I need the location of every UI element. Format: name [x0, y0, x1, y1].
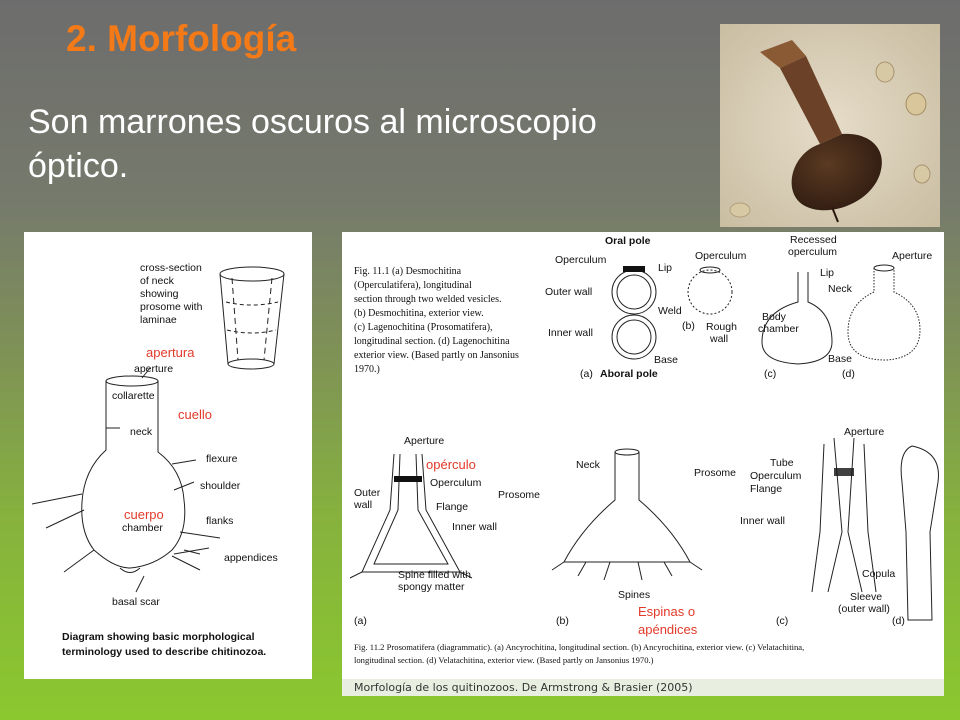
panel-c-label: (c)	[764, 368, 777, 380]
rough-wall-label: wall	[710, 333, 729, 345]
operculum-label: Operculum	[695, 250, 747, 262]
fig-11-1-caption	[354, 266, 519, 375]
aboral-pole-label: Aboral pole	[600, 368, 658, 380]
aperture-label: Aperture	[892, 250, 933, 262]
neck-label: Neck	[828, 283, 852, 295]
svg-text:(Operculatifera), longitudinal: (Operculatifera), longitudinal	[354, 280, 472, 291]
right-figure-panel	[342, 232, 944, 679]
operculum-label: Operculum	[430, 477, 482, 489]
panel-a-label: (a)	[580, 368, 593, 380]
panel-d-label: (d)	[892, 615, 905, 627]
tube-label: Tube	[770, 457, 794, 469]
espinas-spanish-label: Espinas o	[638, 604, 696, 619]
aperture-label: Aperture	[404, 435, 445, 447]
flanks-label: flanks	[206, 515, 234, 527]
left-figure-panel	[24, 232, 312, 679]
svg-text:Fig. 11.1 (a) Desmochitina: Fig. 11.1 (a) Desmochitina	[354, 266, 462, 277]
fig-11-2-caption: longitudinal section. (d) Velatachitina, exterior view. (Based partly on Jansonius 1970.)	[354, 655, 654, 665]
diagram-caption: terminology used to describe chitinozoa.	[62, 646, 267, 658]
chamber-label: chamber	[122, 522, 163, 534]
ancyrochitina-exterior-drawing	[552, 449, 702, 580]
chitinozoan-figures-11-1-11-2	[342, 232, 944, 679]
oral-pole-label: Oral pole	[605, 235, 651, 247]
outer-wall-label: Outer	[354, 487, 381, 499]
chitinozoan-terminology-diagram	[24, 232, 312, 679]
apertura-spanish-label: apertura	[146, 345, 195, 360]
panel-b-label: (b)	[556, 615, 569, 627]
svg-text:(b) Desmochitina, exterior vie: (b) Desmochitina, exterior view.	[354, 308, 484, 319]
neck-label: Neck	[576, 459, 600, 471]
panel-a-label: (a)	[354, 615, 367, 627]
chitinozoan-outline-drawing	[32, 376, 220, 573]
panel-d-label: (d)	[842, 368, 855, 380]
panel-c-label: (c)	[776, 615, 789, 627]
lip-label: Lip	[658, 262, 673, 274]
microscope-photo	[720, 24, 940, 227]
flange-label: Flange	[750, 483, 783, 495]
cross-section-label: laminae	[140, 314, 177, 326]
prosome-label: Prosome	[498, 489, 541, 501]
flexure-label: flexure	[206, 453, 238, 465]
inner-wall-label: Inner wall	[548, 327, 593, 339]
chitinozoan-photo-image	[720, 24, 940, 227]
rough-wall-label: Rough	[706, 321, 737, 333]
base-label: Base	[654, 354, 678, 366]
flange-label: Flange	[436, 501, 469, 513]
cross-section-label: cross-section	[140, 262, 202, 274]
svg-text:exterior view. (Based partly o: exterior view. (Based partly on Jansonius	[354, 350, 519, 361]
neck-cross-section-drawing	[220, 267, 284, 369]
ancyrochitina-section-drawing	[350, 454, 472, 578]
sleeve-label: (outer wall)	[838, 603, 890, 615]
svg-text:section through two welded ves: section through two welded vesicles.	[354, 294, 502, 305]
svg-text:1970.): 1970.)	[354, 364, 380, 375]
aperture-label: aperture	[134, 363, 174, 375]
lip-label: Lip	[820, 267, 835, 279]
slide-subtitle: Son marrones oscuros al microscopio óptico.	[28, 103, 597, 185]
espinas-spanish-label: apéndices	[638, 622, 698, 637]
body-chamber-label: chamber	[758, 323, 799, 335]
base-label: Base	[828, 353, 852, 365]
spine-label: Spine filled with	[398, 569, 471, 581]
prosome-label: Prosome	[694, 467, 737, 479]
cross-section-label: of neck	[140, 275, 174, 287]
shoulder-label: shoulder	[200, 480, 241, 492]
cuerpo-spanish-label: cuerpo	[124, 507, 164, 522]
recessed-operculum-label: operculum	[788, 246, 838, 258]
cross-section-label: prosome with	[140, 301, 203, 313]
inner-wall-label: Inner wall	[452, 521, 497, 533]
appendices-label: appendices	[224, 552, 278, 564]
operculum-label: Operculum	[750, 470, 802, 482]
inner-wall-label: Inner wall	[740, 515, 785, 527]
operculum-label: Operculum	[555, 254, 607, 266]
basal-scar-label: basal scar	[112, 596, 160, 608]
cuello-spanish-label: cuello	[178, 407, 212, 422]
spines-label: Spines	[618, 589, 651, 601]
svg-text:(c) Lagenochitina (Prosomatife: (c) Lagenochitina (Prosomatifera),	[354, 322, 493, 333]
spine-label: spongy matter	[398, 581, 465, 593]
recessed-operculum-label: Recessed	[790, 234, 837, 246]
svg-text:longitudinal section. (d) Lage: longitudinal section. (d) Lagenochitina	[354, 336, 510, 347]
operculo-spanish-label: opérculo	[426, 457, 476, 472]
collarette-label: collarette	[112, 390, 155, 402]
copula-label: Copula	[862, 568, 896, 580]
neck-label: neck	[130, 426, 153, 438]
fig-11-2-caption: Fig. 11.2 Prosomatifera (diagrammatic). (a) Ancyrochitina, longitudinal section. (b) Ancyrochitina, exterior view. (c) Velatachitina,	[354, 642, 805, 652]
panel-b-label: (b)	[682, 320, 695, 332]
outer-wall-label: wall	[354, 499, 373, 511]
slide-title: 2. Morfología	[66, 18, 297, 59]
source-caption: Morfología de los quitinozoos. De Armstrong & Brasier (2005)	[354, 681, 693, 694]
diagram-caption: Diagram showing basic morphological	[62, 631, 255, 643]
body-chamber-label: Body	[762, 311, 786, 323]
aperture-label: Aperture	[844, 426, 885, 438]
weld-label: Weld	[658, 305, 682, 317]
cross-section-label: showing	[140, 288, 179, 300]
sleeve-label: Sleeve	[850, 591, 883, 603]
outer-wall-label: Outer wall	[545, 286, 593, 298]
